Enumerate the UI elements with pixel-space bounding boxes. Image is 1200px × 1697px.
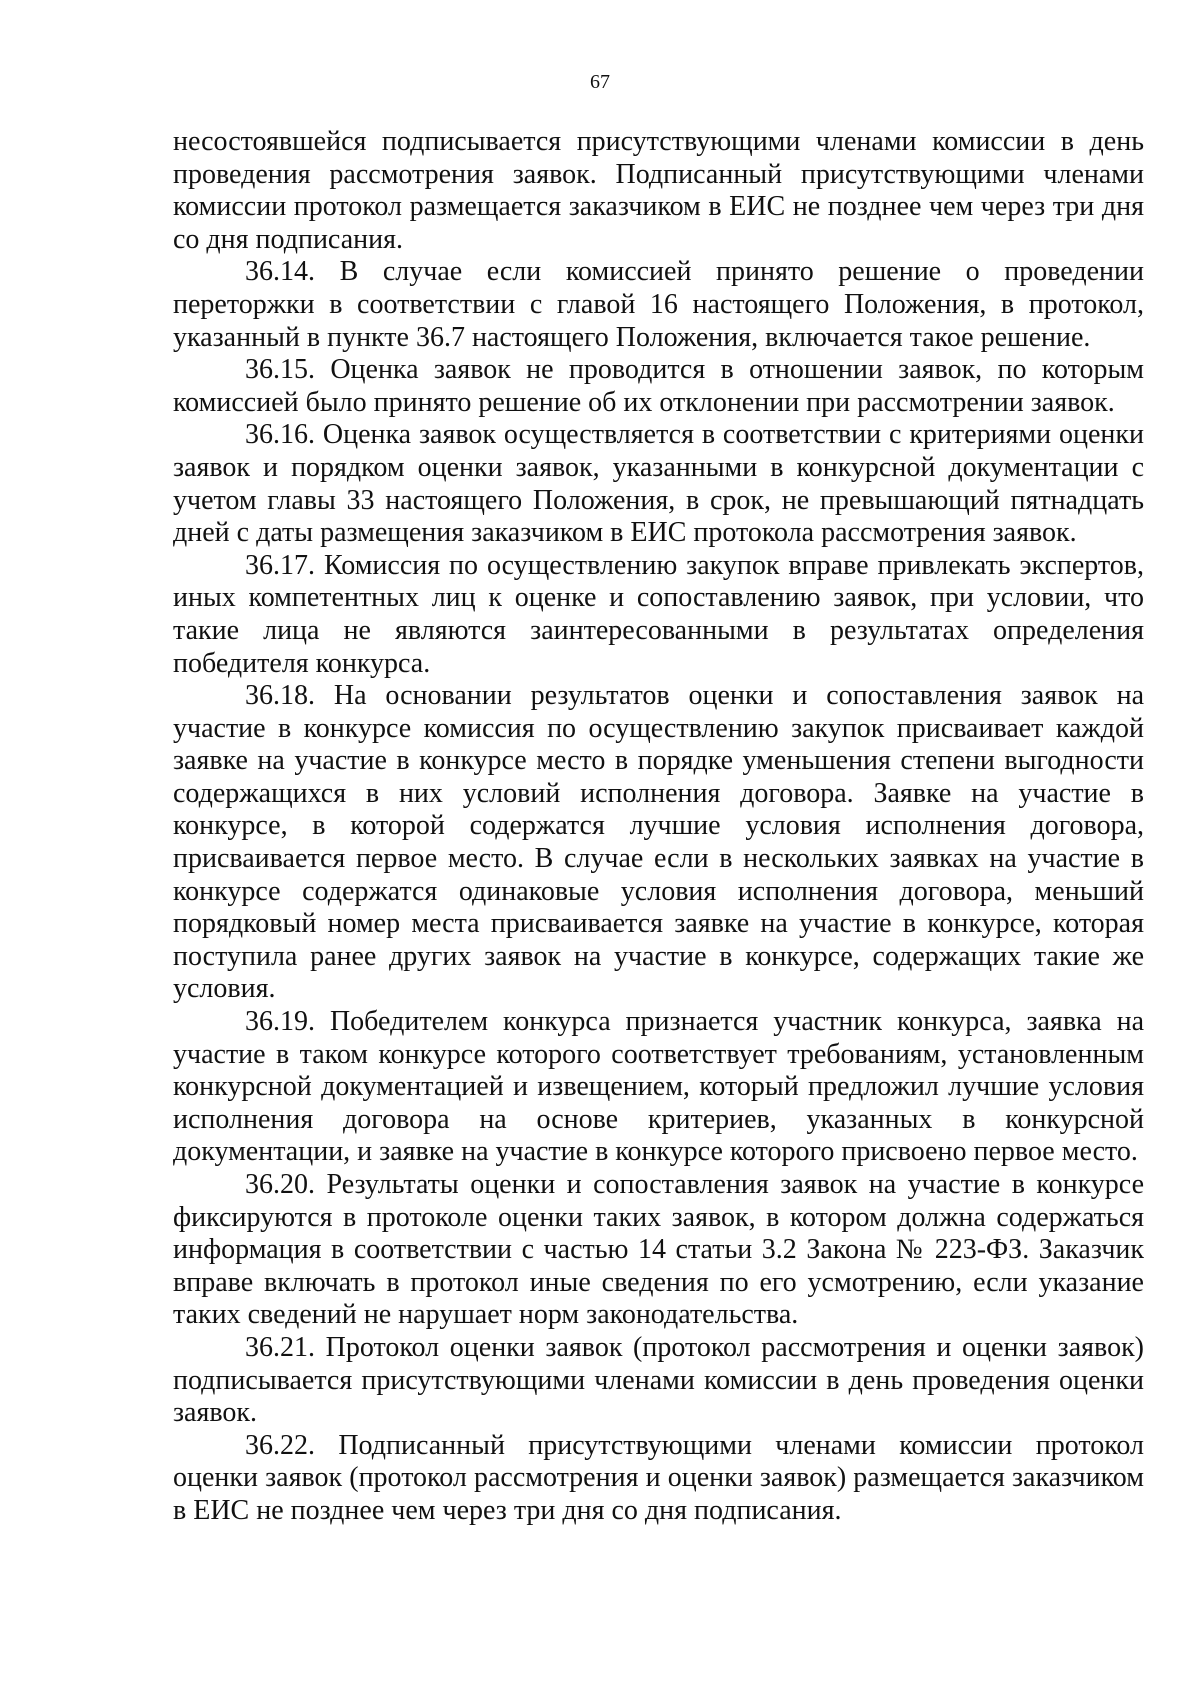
paragraph-36-14: 36.14. В случае если комиссией принято решение о проведении переторжки в соответствии с главой 16 настоящего Положения, в протокол, указанный в пункте 36.7 настоящего Положения, включается такое решение. (173, 256, 1144, 353)
paragraph-36-20: 36.20. Результаты оценки и сопоставления заявок на участие в конкурсе фиксируются в протоколе оценки таких заявок, в котором должна содержаться информация в соответствии с частью 14 статьи 3.2 Закона № 223-ФЗ. Заказчик вправе включать в протокол иные сведения по его усмотрению, если указание таких сведений не нарушает норм законодательства. (173, 1169, 1144, 1331)
paragraph-36-22: 36.22. Подписанный присутствующими членами комиссии протокол оценки заявок (протокол рассмотрения и оценки заявок) размещается заказчиком в ЕИС не позднее чем через три дня со дня подписания. (173, 1429, 1144, 1526)
paragraph-36-19: 36.19. Победителем конкурса признается участник конкурса, заявка на участие в таком конкурсе которого соответствует требованиям, установленным конкурсной документацией и извещением, который предложил лучшие условия исполнения договора на основе критериев, указанных в конкурсной документации, и заявке на участие в конкурсе которого присвоено первое место. (173, 1006, 1144, 1168)
paragraph-36-21: 36.21. Протокол оценки заявок (протокол рассмотрения и оценки заявок) подписывается присутствующими членами комиссии в день проведения оценки заявок. (173, 1331, 1144, 1429)
paragraph-36-18: 36.18. На основании результатов оценки и сопоставления заявок на участие в конкурсе комиссия по осуществлению закупок присваивает каждой заявке на участие в конкурсе место в порядке уменьшения степени выгодности содержащихся в них условий исполнения договора. Заявке на участие в конкурсе, в которой содержатся лучшие условия исполнения договора, присваивается первое место. В случае если в нескольких заявках на участие в конкурсе содержатся одинаковые условия исполнения договора, меньший порядковый номер места присваивается заявке на участие в конкурсе, которая поступила ранее других заявок на участие в конкурсе, содержащих такие же условия. (173, 680, 1144, 1005)
paragraph-36-15: 36.15. Оценка заявок не проводится в отношении заявок, по которым комиссией было принято решение об их отклонении при рассмотрении заявок. (173, 354, 1144, 418)
page-number: 67 (590, 71, 610, 93)
document-body (173, 126, 1144, 1528)
paragraph-continuation: несостоявшейся подписывается присутствующими членами комиссии в день проведения рассмотрения заявок. Подписанный присутствующими членами комиссии протокол размещается заказчиком в ЕИС не позднее чем через три дня со дня подписания. (173, 126, 1144, 255)
paragraph-36-17: 36.17. Комиссия по осуществлению закупок вправе привлекать экспертов, иных компетентных лиц к оценке и сопоставлению заявок, при условии, что такие лица не являются заинтересованными в результатах определения победителя конкурса. (173, 549, 1144, 679)
paragraph-36-16: 36.16. Оценка заявок осуществляется в соответствии с критериями оценки заявок и порядком оценки заявок, указанными в конкурсной документации с учетом главы 33 настоящего Положения, в срок, не превышающий пятнадцать дней с даты размещения заказчиком в ЕИС протокола рассмотрения заявок. (173, 419, 1144, 549)
